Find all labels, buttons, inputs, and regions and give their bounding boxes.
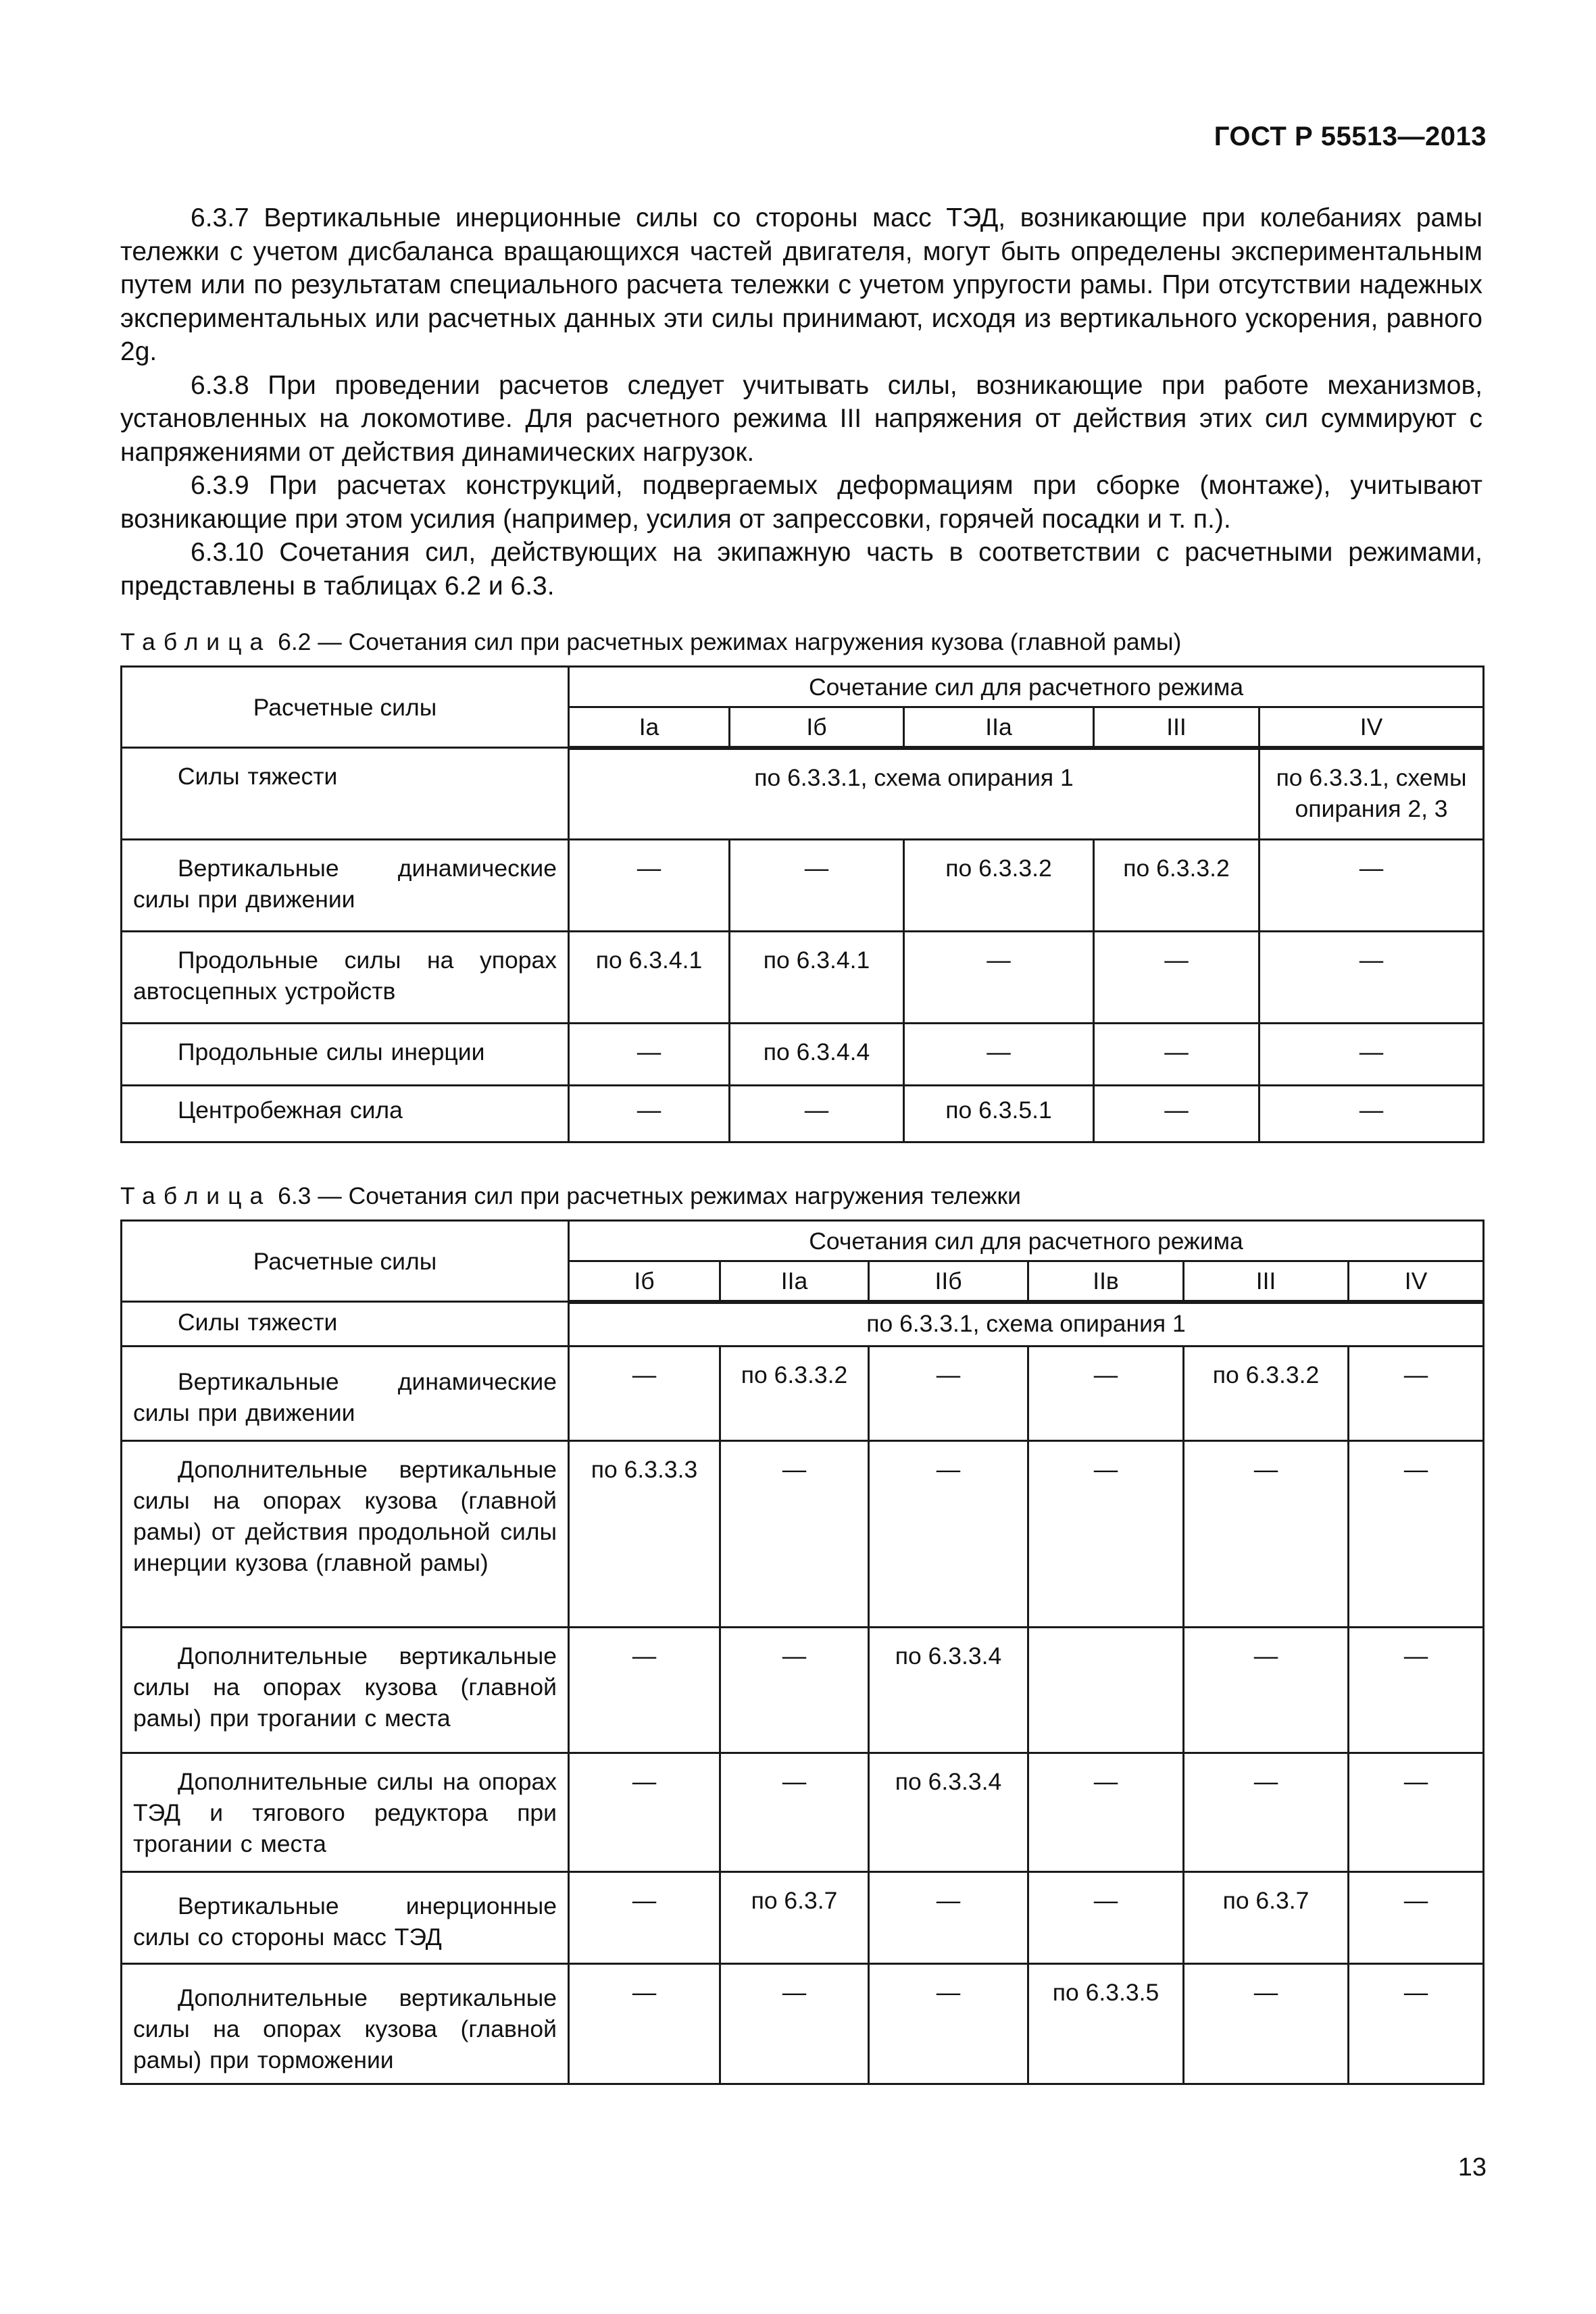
table-cell: —	[1349, 1753, 1484, 1872]
table-cell: по 6.3.3.1, схема опирания 1	[569, 1302, 1484, 1347]
table-cell: —	[1184, 1441, 1349, 1628]
table-6-3-caption-label: Таблица	[120, 1182, 272, 1209]
group-header: Сочетания сил для расчетного режима	[569, 1221, 1484, 1261]
page-number: 13	[1457, 2153, 1487, 2182]
mode-header: Iб	[569, 1261, 720, 1302]
column-header-forces: Расчетные силы	[122, 1221, 569, 1302]
group-header: Сочетание сил для расчетного режима	[569, 667, 1484, 707]
table-cell: по 6.3.3.2	[1094, 840, 1260, 932]
table-6-2-caption	[120, 628, 1181, 656]
table-cell: —	[1184, 1753, 1349, 1872]
mode-header: IIа	[904, 707, 1094, 748]
table-cell: по 6.3.3.2	[904, 840, 1094, 932]
table-row	[122, 1086, 1484, 1142]
table-cell: —	[1260, 1086, 1484, 1142]
paragraph-6-3-9: 6.3.9 При расчетах конструкций, подвергаемых деформациям при сборке (монтаже), учитывают возникающие при этом усилия (например, усилия от запрессовки, горячей посадки и т. п.).	[120, 471, 1482, 534]
row-label: Силы тяжести	[122, 748, 569, 840]
table-cell: —	[1028, 1347, 1184, 1441]
table-cell: —	[1184, 1964, 1349, 2084]
table-cell: —	[720, 1964, 869, 2084]
table-cell: —	[869, 1441, 1028, 1628]
row-label-text: Продольные силы на упорах автосцепных устройств	[133, 947, 557, 1005]
table-row	[122, 748, 1484, 840]
row-label-text: Дополнительные вертикальные силы на опорах кузова (главной рамы) при торможении	[133, 1984, 557, 2073]
table-6-3-caption	[120, 1182, 1021, 1210]
table-cell: —	[569, 1086, 730, 1142]
table-cell: по 6.3.7	[720, 1872, 869, 1964]
table-cell: —	[1260, 1024, 1484, 1086]
table-cell: —	[1094, 932, 1260, 1024]
row-label	[122, 1628, 569, 1753]
table-cell: по 6.3.5.1	[904, 1086, 1094, 1142]
table-cell: —	[1349, 1441, 1484, 1628]
table-6-3-caption-text: 6.3 — Сочетания сил при расчетных режимах нагружения тележки	[278, 1182, 1021, 1209]
table-cell: —	[1028, 1872, 1184, 1964]
row-label-text: Дополнительные силы на опорах ТЭД и тягового редуктора при трогании с места	[133, 1768, 557, 1857]
row-label: Силы тяжести	[122, 1302, 569, 1347]
table-cell: —	[730, 840, 904, 932]
mode-header: III	[1094, 707, 1260, 748]
row-label-text: Вертикальные инерционные силы со стороны масс ТЭД	[133, 1892, 557, 1951]
table-cell: —	[1184, 1628, 1349, 1753]
row-label	[122, 1441, 569, 1628]
mode-header: Iб	[730, 707, 904, 748]
table-cell: по 6.3.3.4	[869, 1628, 1028, 1753]
table-cell: —	[1028, 1441, 1184, 1628]
table-row	[122, 1628, 1484, 1753]
row-label-text: Вертикальные динамические силы при движении	[133, 855, 557, 913]
table-row	[122, 932, 1484, 1024]
mode-header: IV	[1260, 707, 1484, 748]
table-cell: по 6.3.3.2	[720, 1347, 869, 1441]
row-label	[122, 1347, 569, 1441]
table-cell: по 6.3.3.2	[1184, 1347, 1349, 1441]
table-row	[122, 840, 1484, 932]
table-cell: по 6.3.7	[1184, 1872, 1349, 1964]
paragraph-6-3-8: 6.3.8 При проведении расчетов следует учитывать силы, возникающие при работе механизмов, установленных на локомотиве. Для расчетного режима III напряжения от действия этих сил суммируют с напряжениями от действия динамических нагрузок.	[120, 370, 1482, 467]
table-cell: —	[730, 1086, 904, 1142]
mode-header: IV	[1349, 1261, 1484, 1302]
document-code: ГОСТ Р 55513—2013	[1214, 122, 1487, 151]
table-6-2-caption-label: Таблица	[120, 628, 272, 655]
mode-header: Iа	[569, 707, 730, 748]
table-row	[122, 1347, 1484, 1441]
table-cell: по 6.3.3.3	[569, 1441, 720, 1628]
table-cell: —	[720, 1628, 869, 1753]
table-cell: —	[569, 1753, 720, 1872]
table-cell: —	[1349, 1347, 1484, 1441]
table-cell: —	[1260, 932, 1484, 1024]
mode-header: IIа	[720, 1261, 869, 1302]
table-cell: —	[1349, 1872, 1484, 1964]
table-cell: —	[1094, 1086, 1260, 1142]
table-cell: по 6.3.3.5	[1028, 1964, 1184, 2084]
table-cell: —	[569, 1628, 720, 1753]
table-cell	[1028, 1628, 1184, 1753]
paragraph-6-3-10: 6.3.10 Сочетания сил, действующих на экипажную часть в соответствии с расчетными режимами, представлены в таблицах 6.2 и 6.3.	[120, 538, 1482, 601]
body-text	[120, 201, 1482, 603]
table-row	[122, 1441, 1484, 1628]
table-cell: по 6.3.3.1, схемы опирания 2, 3	[1260, 748, 1484, 840]
table-cell: —	[569, 1964, 720, 2084]
table-row	[122, 1302, 1484, 1347]
table-cell: по 6.3.3.1, схема опирания 1	[569, 748, 1260, 840]
table-cell: —	[720, 1441, 869, 1628]
row-label	[122, 932, 569, 1024]
table-cell: по 6.3.4.4	[730, 1024, 904, 1086]
row-label: Центробежная сила	[122, 1086, 569, 1142]
table-cell: —	[569, 840, 730, 932]
table-row	[122, 1753, 1484, 1872]
table-cell: —	[569, 1347, 720, 1441]
mode-header: IIв	[1028, 1261, 1184, 1302]
mode-header: III	[1184, 1261, 1349, 1302]
table-cell: —	[1094, 1024, 1260, 1086]
table-6-2-caption-text: 6.2 — Сочетания сил при расчетных режимах нагружения кузова (главной рамы)	[278, 628, 1182, 655]
table-row	[122, 1024, 1484, 1086]
row-label	[122, 1753, 569, 1872]
table-cell: —	[569, 1024, 730, 1086]
table-cell: —	[1349, 1964, 1484, 2084]
table-cell: по 6.3.4.1	[569, 932, 730, 1024]
table-cell: —	[569, 1872, 720, 1964]
table-cell: —	[869, 1872, 1028, 1964]
table-cell: —	[904, 1024, 1094, 1086]
table-cell: —	[720, 1753, 869, 1872]
table-6-2	[120, 665, 1485, 1143]
row-label-text: Дополнительные вертикальные силы на опорах кузова (главной рамы) от действия продольной силы инерции кузова (главной рамы)	[133, 1456, 557, 1576]
row-label-text: Вертикальные динамические силы при движении	[133, 1368, 557, 1426]
table-cell: по 6.3.3.4	[869, 1753, 1028, 1872]
table-cell: —	[1349, 1628, 1484, 1753]
row-label-text: Дополнительные вертикальные силы на опорах кузова (главной рамы) при трогании с места	[133, 1642, 557, 1732]
row-label	[122, 840, 569, 932]
table-cell: —	[904, 932, 1094, 1024]
table-cell: по 6.3.4.1	[730, 932, 904, 1024]
table-cell: —	[1260, 840, 1484, 932]
row-label	[122, 1964, 569, 2084]
table-row	[122, 1872, 1484, 1964]
column-header-forces: Расчетные силы	[122, 667, 569, 748]
table-cell: —	[1028, 1753, 1184, 1872]
paragraph-6-3-7: 6.3.7 Вертикальные инерционные силы со стороны масс ТЭД, возникающие при колебаниях рамы тележки с учетом дисбаланса вращающихся частей двигателя, могут быть определены экспериментальным путем или по результатам специального расчета тележки с учетом упругости рамы. При отсутствии надежных экспериментальных или расчетных данных эти силы принимают, исходя из вертикального ускорения, равного 2g.	[120, 203, 1482, 366]
mode-header: IIб	[869, 1261, 1028, 1302]
table-cell: —	[869, 1964, 1028, 2084]
table-cell: —	[869, 1347, 1028, 1441]
table-row	[122, 1964, 1484, 2084]
row-label	[122, 1872, 569, 1964]
row-label: Продольные силы инерции	[122, 1024, 569, 1086]
table-6-3	[120, 1219, 1485, 2085]
